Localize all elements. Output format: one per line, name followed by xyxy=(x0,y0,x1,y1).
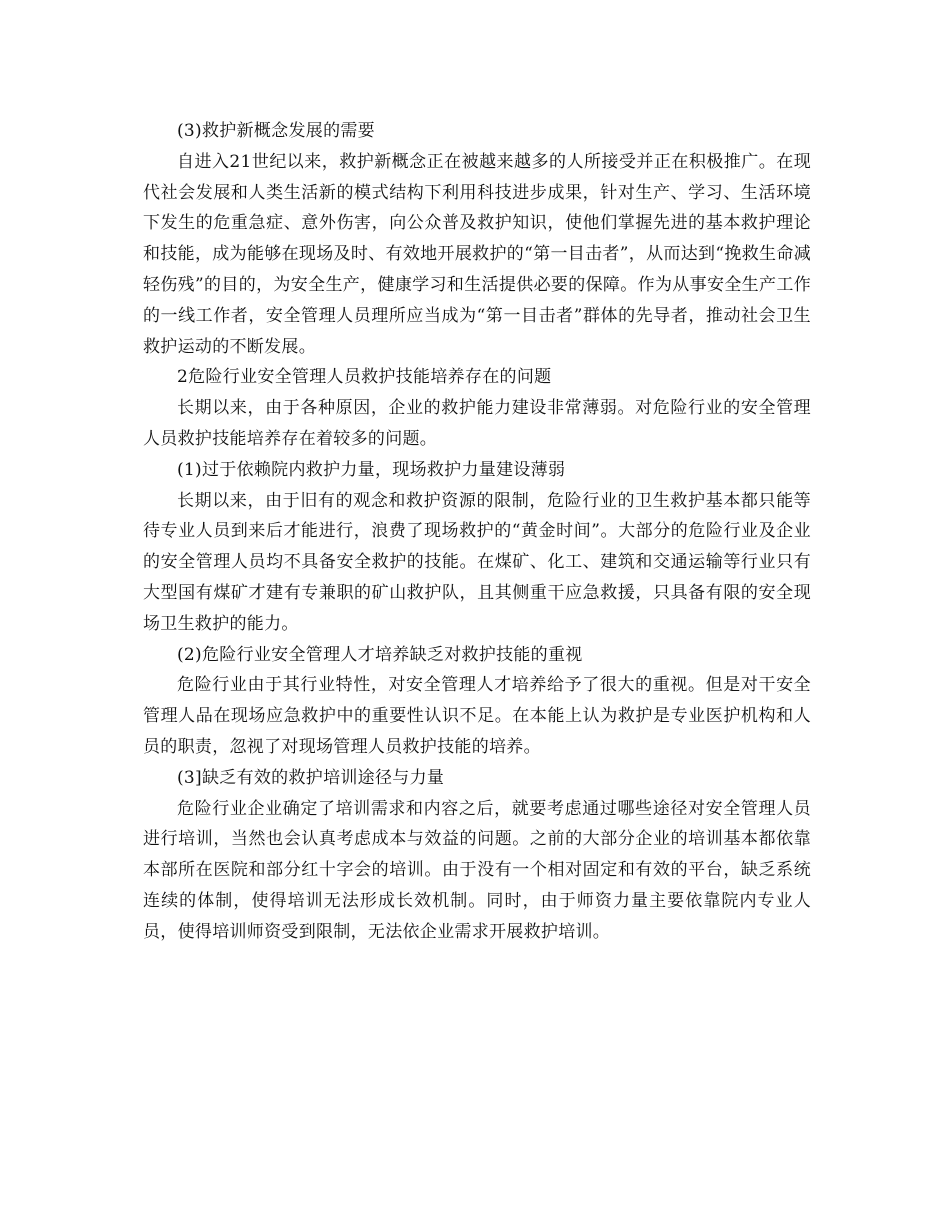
paragraph-problems-intro: 长期以来，由于各种原因，企业的救护能力建设非常薄弱。对危险行业的安全管理人员救护技能培养存在着较多的问题。 xyxy=(143,398,811,449)
document-body xyxy=(143,116,811,948)
section-heading-problems: 2危险行业安全管理人员救护技能培养存在的问题 xyxy=(177,367,552,388)
subheading-training-channels: (3]缺乏有效的救护培训途径与力量 xyxy=(177,767,445,788)
paragraph-over-reliance: 长期以来，由于旧有的观念和救护资源的限制，危险行业的卫生救护基本都只能等待专业人员到来后才能进行，浪费了现场救护的“黄金时间”。大部分的危险行业及企业的安全管理人员均不具备安全救护的技能。在煤矿、化工、建筑和交通运输等行业只有大型国有煤矿才建有专兼职的矿山救护队，且其侧重干应急救援，只具备有限的安全现场卫生救护的能力。 xyxy=(143,490,811,634)
subheading-over-reliance: (1)过于依赖院内救护力量，现场救护力量建设薄弱 xyxy=(177,459,566,480)
paragraph-lack-of-attention: 危险行业由于其行业特性，对安全管理人才培养给予了很大的重视。但是对干安全管理人品在现场应急救护中的重要性认识不足。在本能上认为救护是专业医护机构和人员的职责，忽视了对现场管理人员救护技能的培养。 xyxy=(143,675,811,757)
section-heading-rescue-concept: (3)救护新概念发展的需要 xyxy=(177,121,375,141)
subheading-lack-of-attention: (2)危险行业安全管理人才培养缺乏对救护技能的重视 xyxy=(177,644,583,665)
paragraph-training-channels: 危险行业企业确定了培训需求和内容之后，就要考虑通过哪些途径对安全管理人员进行培训，当然也会认真考虑成本与效益的问题。之前的大部分企业的培训基本都依靠本部所在医院和部分红十字会的培训。由于没有一个相对固定和有效的平台，缺乏系统连续的体制，使得培训无法形成长效机制。同时，由于师资力量主要依靠院内专业人员，使得培训师资受到限制，无法依企业需求开展救护培训。 xyxy=(143,798,811,942)
paragraph-rescue-concept: 自进入21世纪以来，救护新概念正在被越来越多的人所接受并正在积极推广。在现代社会发展和人类生活新的模式结构下利用科技进步成果，针对生产、学习、生活环境下发生的危重急症、意外伤害，向公众普及救护知识，使他们掌握先进的基本救护理论和技能，成为能够在现场及时、有效地开展救护的“第一目击者”，从而达到“挽救生命减轻伤残”的目的，为安全生产，健康学习和生活提供必要的保障。作为从事安全生产工作的一线工作者，安全管理人员理所应当成为“第一目击者”群体的先导者，推动社会卫生救护运动的不断发展。 xyxy=(143,151,811,357)
